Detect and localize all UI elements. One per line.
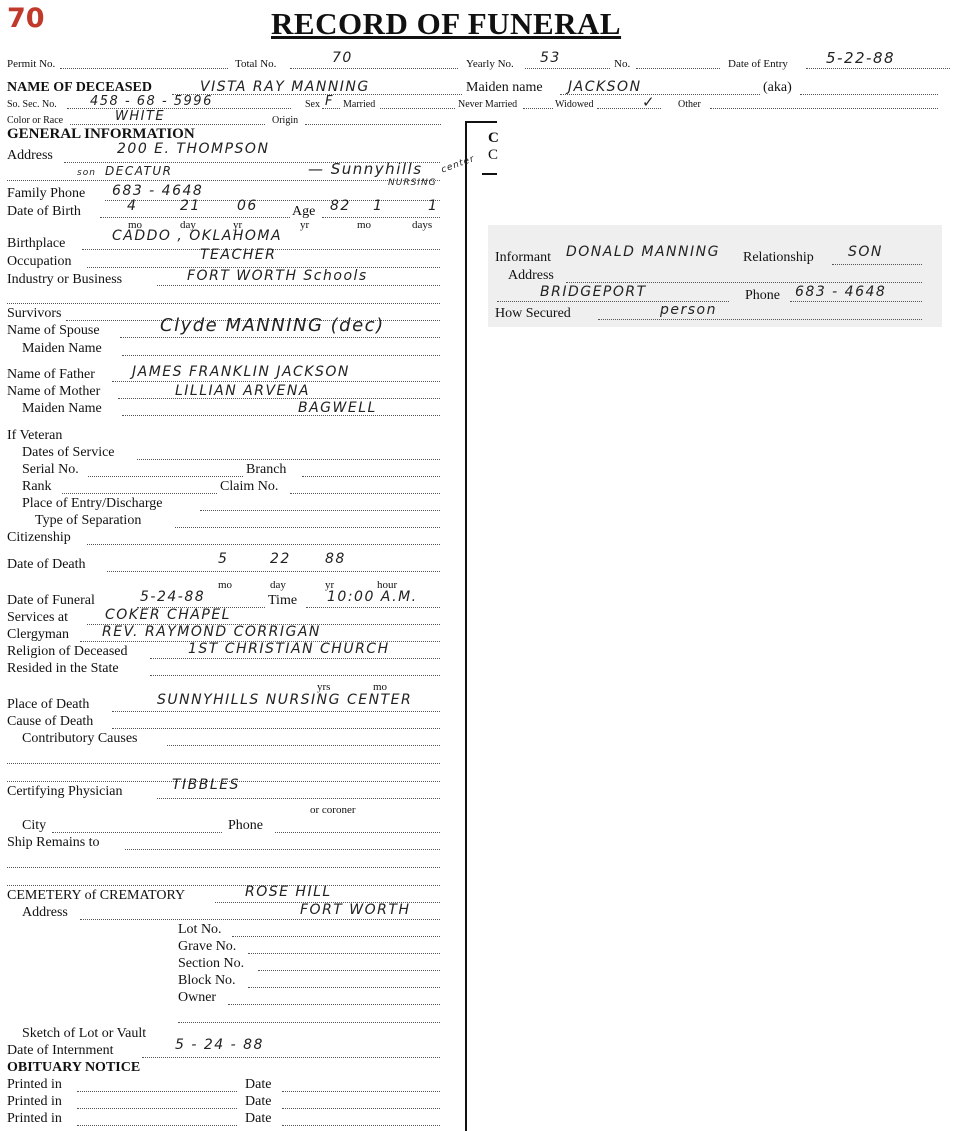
dob-sub-day: day <box>180 219 196 231</box>
physician-field[interactable] <box>157 798 440 799</box>
spouse-value: Clyde MANNING (dec) <box>160 315 385 336</box>
sex-value: F <box>325 94 334 109</box>
resided-sub-yrs: yrs <box>317 681 331 693</box>
place-of-death-field[interactable] <box>112 711 440 712</box>
death-date-field[interactable] <box>107 571 440 572</box>
cemetery-address-field[interactable] <box>80 919 440 920</box>
informant-phone-value: 683 - 4648 <box>795 284 887 300</box>
age-days: 1 <box>428 198 439 214</box>
branch-field[interactable] <box>302 476 440 477</box>
family-phone-field[interactable] <box>105 200 440 201</box>
cemetery-address-value: FORT WORTH <box>300 902 411 918</box>
color-field[interactable] <box>70 124 265 125</box>
ship-line-3[interactable] <box>7 885 440 886</box>
industry-field[interactable] <box>157 285 440 286</box>
no-label: No. <box>614 58 631 70</box>
mother-maiden-field[interactable] <box>122 415 440 416</box>
right-box-rule <box>482 173 497 175</box>
phone-field[interactable] <box>275 832 440 833</box>
maiden-name-label: Maiden name <box>466 80 543 95</box>
clergyman-label: Clergyman <box>7 627 69 642</box>
death-sub-day: day <box>270 579 286 591</box>
widowed-check-icon: ✓ <box>642 93 657 111</box>
informant-address-field[interactable] <box>566 282 922 283</box>
printed-date-label-1: Date <box>245 1077 272 1092</box>
address-label: Address <box>7 148 53 163</box>
dob-year: 06 <box>237 198 258 214</box>
maiden-name-value: JACKSON <box>568 79 642 95</box>
city-field[interactable] <box>52 832 222 833</box>
printed-in-label-3: Printed in <box>7 1111 62 1126</box>
page-title: RECORD OF FUNERAL <box>271 6 622 41</box>
dob-label: Date of Birth <box>7 204 81 219</box>
aka-label: (aka) <box>763 80 792 95</box>
claim-field[interactable] <box>290 493 440 494</box>
yearly-value: 53 <box>540 50 561 66</box>
funeral-date-label: Date of Funeral <box>7 593 95 608</box>
father-field[interactable] <box>112 381 440 382</box>
family-phone-label: Family Phone <box>7 186 86 201</box>
death-month: 5 <box>218 551 229 567</box>
deceased-name-value: VISTA RAY MANNING <box>200 79 370 95</box>
clergyman-value: REV. RAYMOND CORRIGAN <box>102 624 321 640</box>
spouse-maiden-field[interactable] <box>122 355 440 356</box>
contributory-line-2[interactable] <box>7 763 440 764</box>
entry-discharge-label: Place of Entry/Discharge <box>22 496 163 511</box>
date-entry-label: Date of Entry <box>728 58 788 70</box>
entry-discharge-field[interactable] <box>200 510 440 511</box>
section-field[interactable] <box>258 970 440 971</box>
death-sub-mo: mo <box>218 579 233 591</box>
printed-in-field-2[interactable] <box>77 1108 237 1109</box>
mother-maiden-label: Maiden Name <box>22 401 102 416</box>
printed-date-label-2: Date <box>245 1094 272 1109</box>
other-field[interactable] <box>710 108 938 109</box>
dob-sub-yr: yr <box>233 219 243 231</box>
grave-field[interactable] <box>248 953 440 954</box>
informant-phone-field[interactable] <box>790 301 922 302</box>
printed-date-field-2[interactable] <box>282 1108 440 1109</box>
grave-label: Grave No. <box>178 939 237 954</box>
place-of-death-label: Place of Death <box>7 697 90 712</box>
total-label: Total No. <box>235 58 277 70</box>
physician-value: TIBBLES <box>172 777 240 793</box>
permit-label: Permit No. <box>7 58 56 70</box>
lot-label: Lot No. <box>178 922 222 937</box>
other-label: Other <box>678 99 701 110</box>
ship-label: Ship Remains to <box>7 835 100 850</box>
funeral-date-value: 5-24-88 <box>140 589 206 605</box>
place-of-death-value: SUNNYHILLS NURSING CENTER <box>157 692 413 708</box>
block-field[interactable] <box>248 987 440 988</box>
contributory-label: Contributory Causes <box>22 731 138 746</box>
veteran-label: If Veteran <box>7 428 63 443</box>
occupation-label: Occupation <box>7 254 72 269</box>
citizenship-field[interactable] <box>87 544 440 545</box>
obituary-heading: OBITUARY NOTICE <box>7 1060 141 1075</box>
spouse-field[interactable] <box>120 337 440 338</box>
services-value: COKER CHAPEL <box>105 607 231 623</box>
relationship-value: SON <box>848 244 883 260</box>
family-phone-value: 683 - 4648 <box>112 183 204 199</box>
age-sub-days: days <box>412 219 433 231</box>
industry-label: Industry or Business <box>7 272 123 287</box>
age-years: 82 <box>330 198 351 214</box>
date-entry-field[interactable] <box>806 68 950 69</box>
printed-date-field-3[interactable] <box>282 1125 440 1126</box>
industry-value: FORT WORTH Schools <box>187 268 368 284</box>
age-sub-yr: yr <box>300 219 310 231</box>
never-married-label: Never Married <box>458 99 518 110</box>
serial-field[interactable] <box>88 476 243 477</box>
informant-address-label: Address <box>508 268 554 283</box>
death-year: 88 <box>325 551 346 567</box>
death-sub-yr: yr <box>325 579 335 591</box>
date-entry-value: 5-22-88 <box>826 49 896 67</box>
claim-label: Claim No. <box>220 479 279 494</box>
informant-label: Informant <box>495 250 551 265</box>
cemetery-label: CEMETERY of CREMATORY <box>7 888 186 903</box>
cause-field[interactable] <box>112 728 440 729</box>
coroner-label: or coroner <box>310 804 356 816</box>
age-months: 1 <box>373 198 384 214</box>
how-secured-value: person <box>660 302 717 318</box>
address-note-city: DECATUR <box>105 164 173 178</box>
cause-label: Cause of Death <box>7 714 94 729</box>
mother-value: LILLIAN ARVENA <box>175 383 310 399</box>
informant-value: DONALD MANNING <box>566 244 720 260</box>
column-divider <box>465 121 467 1131</box>
lot-field[interactable] <box>232 936 440 937</box>
sex-label: Sex <box>305 99 320 110</box>
religion-label: Religion of Deceased <box>7 644 128 659</box>
mother-label: Name of Mother <box>7 384 101 399</box>
services-label: Services at <box>7 610 69 625</box>
age-label: Age <box>292 204 316 219</box>
service-dates-label: Dates of Service <box>22 445 115 460</box>
religion-value: 1ST CHRISTIAN CHURCH <box>188 641 390 657</box>
birthplace-value: CADDO , OKLAHOMA <box>112 228 283 244</box>
resided-field[interactable] <box>150 675 440 676</box>
time-label: Time <box>268 593 298 608</box>
separation-label: Type of Separation <box>35 513 142 528</box>
dob-day: 21 <box>180 198 201 214</box>
religion-field[interactable] <box>150 658 440 659</box>
widowed-label: Widowed <box>555 99 594 110</box>
owner-line-2[interactable] <box>178 1022 440 1023</box>
address-note-center: center <box>440 154 477 176</box>
total-field[interactable] <box>290 68 458 69</box>
death-date-label: Date of Death <box>7 557 86 572</box>
ship-line-2[interactable] <box>7 867 440 868</box>
age-field[interactable] <box>322 217 440 218</box>
serial-label: Serial No. <box>22 462 79 477</box>
death-sub-hour: hour <box>377 579 398 591</box>
dob-month: 4 <box>127 198 138 214</box>
internment-value: 5 - 24 - 88 <box>175 1037 264 1053</box>
branch-label: Branch <box>246 462 287 477</box>
industry-line-2[interactable] <box>7 303 440 304</box>
aka-field[interactable] <box>800 94 938 95</box>
father-value: JAMES FRANKLIN JACKSON <box>132 364 350 380</box>
ssn-value: 458 - 68 - 5996 <box>90 94 213 109</box>
origin-field[interactable] <box>305 124 441 125</box>
permit-field[interactable] <box>60 68 228 69</box>
section-label: Section No. <box>178 956 245 971</box>
spouse-maiden-label: Maiden Name <box>22 341 102 356</box>
married-label: Married <box>343 99 376 110</box>
dob-field[interactable] <box>100 217 290 218</box>
survivors-label: Survivors <box>7 306 62 321</box>
death-day: 22 <box>270 551 291 567</box>
printed-in-label-1: Printed in <box>7 1077 62 1092</box>
relationship-field[interactable] <box>832 264 922 265</box>
address-note-prefix: son <box>77 168 96 178</box>
record-number: 70 <box>7 3 45 34</box>
service-dates-field[interactable] <box>137 459 440 460</box>
contributory-field[interactable] <box>167 745 440 746</box>
separation-field[interactable] <box>175 527 440 528</box>
time-field[interactable] <box>306 607 440 608</box>
cut-off-letter-1: C <box>488 130 499 146</box>
block-label: Block No. <box>178 973 236 988</box>
spouse-label: Name of Spouse <box>7 323 100 338</box>
physician-label: Certifying Physician <box>7 784 123 799</box>
total-value: 70 <box>332 50 353 66</box>
internment-label: Date of Internment <box>7 1043 114 1058</box>
address-line-2[interactable] <box>7 180 440 181</box>
cemetery-value: ROSE HILL <box>245 884 332 900</box>
cut-off-letter-2: C <box>488 147 499 163</box>
occupation-value: TEACHER <box>200 247 277 263</box>
sketch-label: Sketch of Lot or Vault <box>22 1026 147 1041</box>
ssn-label: So. Sec. No. <box>7 99 57 110</box>
resided-label: Resided in the State <box>7 661 119 676</box>
cemetery-address-label: Address <box>22 905 68 920</box>
married-field[interactable] <box>380 108 455 109</box>
dob-sub-mo: mo <box>128 219 143 231</box>
color-label: Color or Race <box>7 115 64 126</box>
mother-maiden-value: BAGWELL <box>298 400 377 416</box>
right-box-top-border <box>465 121 497 123</box>
yearly-label: Yearly No. <box>466 58 514 70</box>
printed-date-field-1[interactable] <box>282 1091 440 1092</box>
how-secured-field[interactable] <box>598 319 922 320</box>
address-value: 200 E. THOMPSON <box>117 141 270 157</box>
informant-address-value: BRIDGEPORT <box>540 284 647 300</box>
address-note-facility: — Sunnyhills <box>308 160 423 178</box>
printed-in-field-3[interactable] <box>77 1125 237 1126</box>
internment-field[interactable] <box>142 1057 440 1058</box>
yearly-field[interactable] <box>525 68 610 69</box>
printed-in-label-2: Printed in <box>7 1094 62 1109</box>
origin-label: Origin <box>272 115 299 126</box>
phone-label: Phone <box>228 818 263 833</box>
printed-date-label-3: Date <box>245 1111 272 1126</box>
general-info-heading: GENERAL INFORMATION <box>7 126 195 142</box>
address-note-nursing: NURSING <box>388 178 437 188</box>
rank-label: Rank <box>22 479 52 494</box>
never-married-field[interactable] <box>523 108 553 109</box>
age-sub-mo: mo <box>357 219 372 231</box>
birthplace-label: Birthplace <box>7 236 66 251</box>
how-secured-label: How Secured <box>495 306 571 321</box>
owner-field[interactable] <box>228 1004 440 1005</box>
city-label: City <box>22 818 47 833</box>
time-value: 10:00 A.M. <box>327 589 418 605</box>
deceased-name-label: NAME OF DECEASED <box>7 80 152 95</box>
father-label: Name of Father <box>7 367 95 382</box>
rank-field[interactable] <box>62 493 217 494</box>
informant-phone-label: Phone <box>745 288 780 303</box>
resided-sub-mo: mo <box>373 681 388 693</box>
ship-field[interactable] <box>125 849 440 850</box>
printed-in-field-1[interactable] <box>77 1091 237 1092</box>
citizenship-label: Citizenship <box>7 530 71 545</box>
owner-label: Owner <box>178 990 217 1005</box>
color-value: WHITE <box>115 109 166 124</box>
relationship-label: Relationship <box>743 250 814 265</box>
no-field[interactable] <box>636 68 720 69</box>
